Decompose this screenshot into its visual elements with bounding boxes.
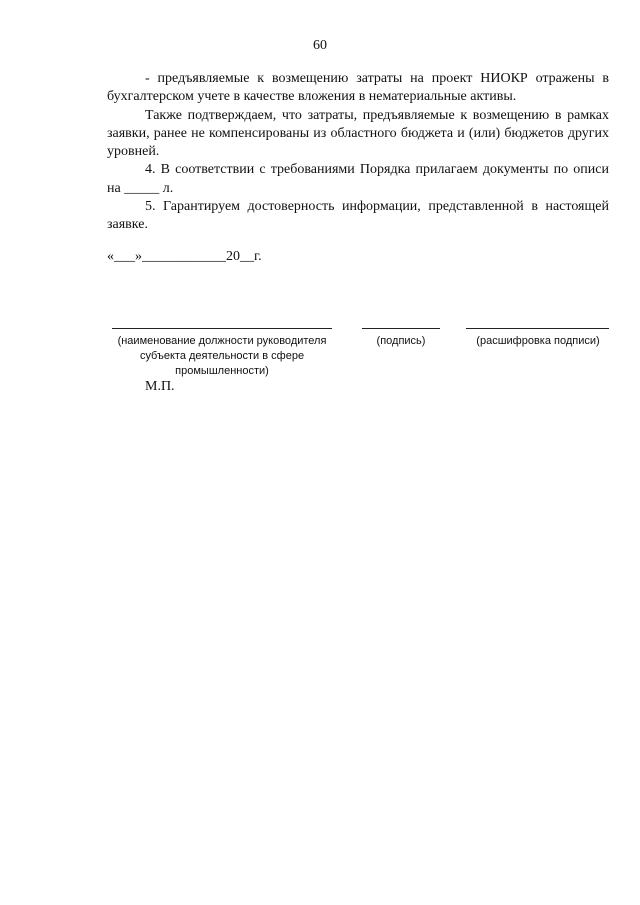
stamp-label: М.П. <box>145 379 175 394</box>
paragraph-attached-documents: 4. В соответствии с требованиями Порядка прилагаем документы по описи на _____ л. <box>107 162 609 196</box>
page-number: 60 <box>313 38 327 53</box>
paragraph-guarantee: 5. Гарантируем достоверность информации, представленной в настоящей заявке. <box>107 199 609 233</box>
decoding-caption: (расшифровка подписи) <box>476 335 600 347</box>
document-body <box>107 70 609 235</box>
paragraph-costs-accounting: - предъявляемые к возмещению затраты на проект НИОКР отражены в бухгалтерском учете в качестве вложения в нематериальные активы. <box>107 71 609 105</box>
position-caption: (наименование должности руководителя субъекта деятельности в сфере промышленности) <box>117 335 327 377</box>
decoding-signature-line <box>466 328 609 329</box>
signature-caption: (подпись) <box>376 335 426 347</box>
date-line: «___»____________20__г. <box>107 249 262 264</box>
paragraph-costs-not-compensated: Также подтверждаем, что затраты, предъявляемые к возмещению в рамках заявки, ранее не компенсированы из областного бюджета и (или) бюджетов других уровней. <box>107 107 609 160</box>
signature-line <box>362 328 440 329</box>
position-signature-line <box>112 328 332 329</box>
